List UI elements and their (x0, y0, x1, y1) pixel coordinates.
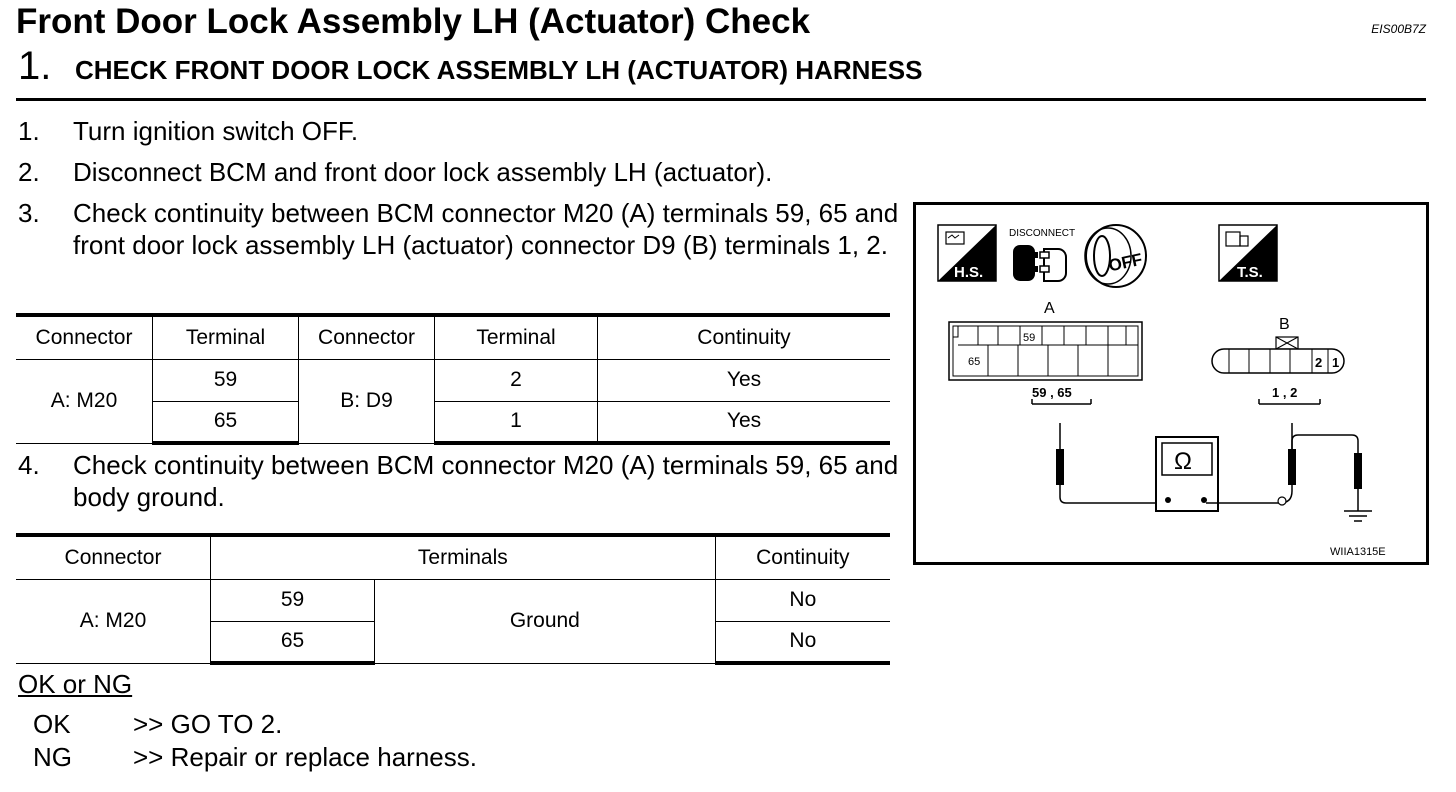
table-cell: No (715, 579, 890, 621)
disconnect-icon (1009, 228, 1075, 281)
page-title: Front Door Lock Assembly LH (Actuator) Check (16, 2, 811, 41)
list-item-number: 4. (18, 450, 40, 480)
table-cell: A: M20 (16, 359, 153, 443)
table-cell: 2 (435, 359, 598, 401)
ohm-symbol: Ω (1174, 448, 1192, 475)
hand-tester-hs-icon (938, 225, 996, 281)
tester-ts-icon (1219, 225, 1277, 281)
ohmmeter (1156, 437, 1218, 511)
probe-b (1206, 423, 1358, 505)
ng-text: >> Repair or replace harness. (133, 742, 477, 772)
table-cell: 65 (211, 621, 375, 663)
ok-label: OK (33, 709, 71, 739)
ignition-off-icon (1085, 225, 1146, 287)
table-cell: 59 (211, 579, 375, 621)
list-item-text: Check continuity between BCM connector M20 (A) terminals 59, 65 and front door lock assembly LH (actuator) connector D9 (B) terminals 1, 2. (73, 198, 899, 260)
connector-b (1212, 337, 1344, 373)
table-cell: B: D9 (299, 359, 435, 443)
figure-code: WIIA1315E (1330, 546, 1386, 558)
table-header: Continuity (598, 315, 891, 359)
table-header: Terminals (211, 535, 716, 579)
wiring-diagram (913, 202, 1429, 565)
table-cell: A: M20 (16, 579, 211, 663)
connector-b-terminals: 1 , 2 (1272, 385, 1298, 400)
probe-a (1056, 423, 1156, 503)
table-cell: Ground (375, 579, 716, 663)
pin-2-label: 2 (1315, 355, 1323, 370)
step-title: CHECK FRONT DOOR LOCK ASSEMBLY LH (ACTUATOR) HARNESS (75, 55, 923, 85)
list-item-number: 2. (18, 157, 40, 187)
list-item-number: 1. (18, 116, 40, 146)
table-header: Continuity (715, 535, 890, 579)
table-cell: Yes (598, 401, 891, 443)
pin-59-label: 59 (1023, 332, 1036, 344)
list-item-number: 3. (18, 198, 40, 228)
connector-a (949, 322, 1142, 380)
connector-a-terminals: 59 , 65 (1032, 385, 1072, 400)
table-header: Terminal (435, 315, 598, 359)
table-cell: No (715, 621, 890, 663)
table-row (16, 359, 890, 401)
table-cell: 59 (153, 359, 299, 401)
connector-b-label: B (1279, 316, 1290, 333)
list-item-text: Check continuity between BCM connector M20 (A) terminals 59, 65 and body ground. (73, 450, 899, 512)
list-item-text: Disconnect BCM and front door lock assembly LH (actuator). (73, 157, 773, 187)
table-header: Terminal (153, 315, 299, 359)
table-cell: 65 (153, 401, 299, 443)
heading-rule (16, 98, 1426, 101)
off-label: OFF (1106, 249, 1145, 276)
step-number: 1. (18, 44, 52, 88)
ok-text: >> GO TO 2. (133, 709, 283, 739)
pin-65-label: 65 (968, 356, 981, 368)
connector-a-label: A (1044, 300, 1055, 317)
continuity-table-1 (16, 313, 890, 445)
table-row (16, 579, 890, 621)
disconnect-label: DISCONNECT (1009, 228, 1076, 239)
table-cell: Yes (598, 359, 891, 401)
table-header: Connector (16, 315, 153, 359)
pin-1-label: 1 (1332, 355, 1340, 370)
result-heading: OK or NG (18, 669, 133, 699)
list-item-text: Turn ignition switch OFF. (73, 116, 359, 146)
ts-label: T.S. (1237, 264, 1263, 281)
hs-label: H.S. (954, 264, 984, 281)
table-cell: 1 (435, 401, 598, 443)
ground-probe (1344, 453, 1372, 521)
table-header: Connector (16, 535, 211, 579)
doc-code: EIS00B7Z (1371, 22, 1426, 36)
continuity-table-2 (16, 533, 890, 665)
table-header: Connector (299, 315, 435, 359)
ng-label: NG (33, 742, 72, 772)
